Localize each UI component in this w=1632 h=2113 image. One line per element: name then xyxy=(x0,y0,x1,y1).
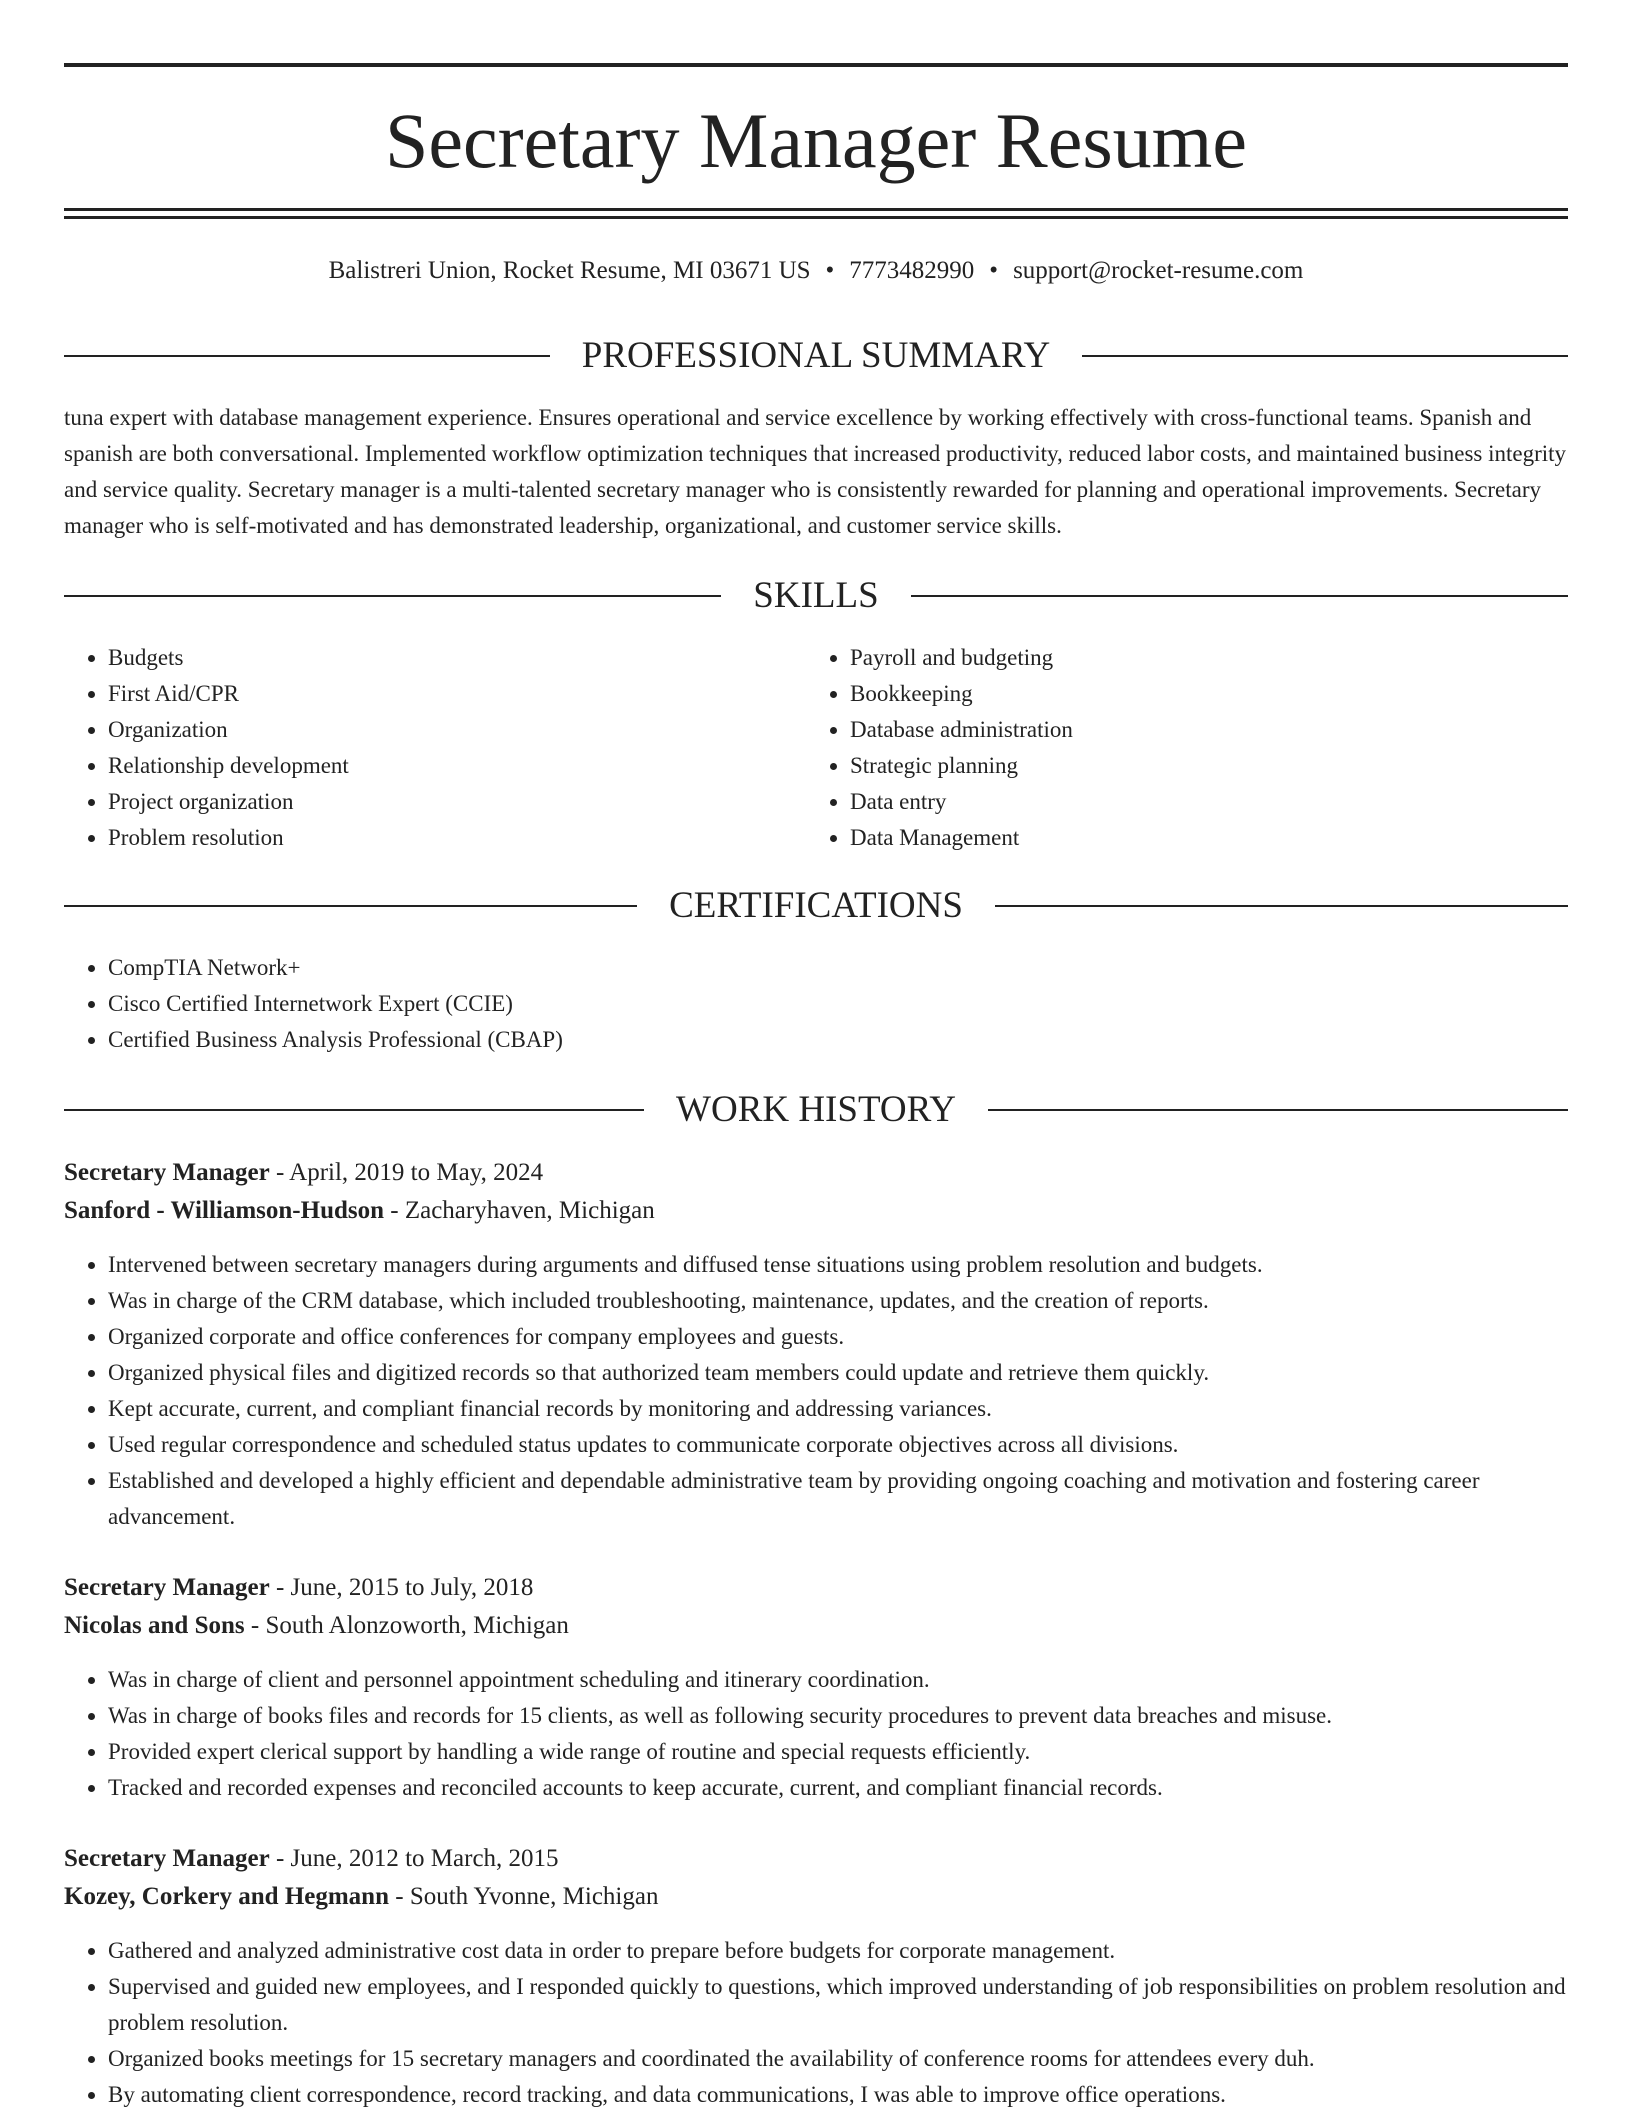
resume-title: Secretary Manager Resume xyxy=(385,97,1247,184)
job-bullet-item: • Was in charge of the CRM database, which included troubleshooting, maintenance, updates, and the creation of reports. xyxy=(108,1283,1568,1319)
job-company: Nicolas and Sons xyxy=(64,1612,245,1639)
section-header-summary xyxy=(64,334,1568,378)
job-bullet-item: • Established and developed a highly efficient and dependable administrative team by providing ongoing coaching and motivation and fostering career advancement. xyxy=(108,1463,1568,1535)
contact-address: Balistreri Union, Rocket Resume, MI 03671 US xyxy=(328,257,811,284)
job-bullet-item: • Was in charge of client and personnel appointment scheduling and itinerary coordination. xyxy=(108,1662,1568,1698)
skills-left-column xyxy=(64,640,764,856)
section-rule-left xyxy=(64,1109,644,1111)
job-bullet-item: • Organized corporate and office conferences for company employees and guests. xyxy=(108,1319,1568,1355)
contact-phone: 7773482990 xyxy=(849,257,975,284)
job-bullet-item: • Intervened between secretary managers during arguments and diffused tense situations using problem resolution and budgets. xyxy=(108,1247,1568,1283)
job-title-line xyxy=(64,1570,1568,1606)
contact-separator: • xyxy=(825,257,835,284)
certification-item: • Cisco Certified Internetwork Expert (CCIE) xyxy=(108,986,1568,1022)
skill-item: • Strategic planning xyxy=(850,748,1506,784)
contact-email: support@rocket-resume.com xyxy=(1013,257,1304,284)
title-bottom-rule-2 xyxy=(64,216,1568,219)
job-company-line xyxy=(64,1608,1568,1644)
title-bottom-rule-1 xyxy=(64,208,1568,211)
job-bullet-item: • Provided expert clerical support by handling a wide range of routine and special requests efficiently. xyxy=(108,1734,1568,1770)
section-header-certifications xyxy=(64,884,1568,928)
skill-item: • Data entry xyxy=(850,784,1506,820)
job-bullet-list xyxy=(64,1662,1568,1806)
section-rule-left xyxy=(64,595,721,597)
certifications-list xyxy=(64,950,1568,1058)
contact-separator: • xyxy=(989,257,999,284)
section-title: PROFESSIONAL SUMMARY xyxy=(581,335,1051,376)
job-title-line xyxy=(64,1155,1568,1191)
section-header-skills xyxy=(64,574,1568,618)
job-title: Secretary Manager xyxy=(64,1845,270,1872)
skill-item: • Relationship development xyxy=(108,748,764,784)
job-location: - South Alonzoworth, Michigan xyxy=(244,1612,569,1639)
section-title: CERTIFICATIONS xyxy=(669,885,963,926)
job-company: Kozey, Corkery and Hegmann xyxy=(64,1883,389,1910)
job-bullets xyxy=(64,1247,1568,1535)
section-rule-right xyxy=(1082,355,1568,357)
job-dates: - June, 2015 to July, 2018 xyxy=(269,1574,534,1601)
section-rule-left xyxy=(64,355,550,357)
section-title: WORK HISTORY xyxy=(676,1089,956,1130)
skill-item: • Problem resolution xyxy=(108,820,764,856)
job-dates: - June, 2012 to March, 2015 xyxy=(269,1845,559,1872)
job-bullet-item: • Supervised and guided new employees, and I responded quickly to questions, which improved understanding of job responsibilities on problem resolution and problem resolution. xyxy=(108,1969,1568,2041)
skill-item: • Bookkeeping xyxy=(850,676,1506,712)
skills-list-left xyxy=(64,640,764,856)
job-bullets xyxy=(64,1933,1568,2113)
section-rule-left xyxy=(64,905,637,907)
job-bullet-list xyxy=(64,1933,1568,2113)
certifications xyxy=(64,950,1568,1058)
skill-item: • Database administration xyxy=(850,712,1506,748)
section-title: SKILLS xyxy=(753,575,879,616)
job-company-line xyxy=(64,1879,1568,1915)
job-bullet-list xyxy=(64,1247,1568,1535)
job-title: Secretary Manager xyxy=(64,1159,270,1186)
job-bullet-item: • Organized books meetings for 15 secretary managers and coordinated the availability of conference rooms for attendees every duh. xyxy=(108,2041,1568,2077)
skill-item: • First Aid/CPR xyxy=(108,676,764,712)
job-company: Sanford - Williamson-Hudson xyxy=(64,1197,385,1224)
job-bullet-item: • Gathered and analyzed administrative cost data in order to prepare before budgets for corporate management. xyxy=(108,1933,1568,1969)
job-company-line xyxy=(64,1193,1568,1229)
skill-item: • Project organization xyxy=(108,784,764,820)
title-top-rule xyxy=(64,63,1568,67)
job-title: Secretary Manager xyxy=(64,1574,270,1601)
job-bullet-item: • Kept accurate, current, and compliant financial records by monitoring and addressing variances. xyxy=(108,1391,1568,1427)
section-header-work xyxy=(64,1088,1568,1132)
skill-item: • Data Management xyxy=(850,820,1506,856)
job-location: - Zacharyhaven, Michigan xyxy=(384,1197,655,1224)
skill-item: • Organization xyxy=(108,712,764,748)
section-rule-right xyxy=(995,905,1568,907)
job-bullet-item: • Used regular correspondence and scheduled status updates to communicate corporate objectives across all divisions. xyxy=(108,1427,1568,1463)
job-bullet-item: • Organized physical files and digitized records so that authorized team members could update and retrieve them quickly. xyxy=(108,1355,1568,1391)
job-bullet-item: • Was in charge of books files and records for 15 clients, as well as following security procedures to prevent data breaches and misuse. xyxy=(108,1698,1568,1734)
certification-item: • CompTIA Network+ xyxy=(108,950,1568,986)
section-rule-right xyxy=(911,595,1568,597)
skill-item: • Payroll and budgeting xyxy=(850,640,1506,676)
skill-item: • Budgets xyxy=(108,640,764,676)
skills-right-column xyxy=(806,640,1506,856)
skills-list-right xyxy=(806,640,1506,856)
job-title-line xyxy=(64,1841,1568,1877)
job-dates: - April, 2019 to May, 2024 xyxy=(269,1159,544,1186)
section-rule-right xyxy=(988,1109,1568,1111)
job-bullet-item: • Tracked and recorded expenses and reconciled accounts to keep accurate, current, and compliant financial records. xyxy=(108,1770,1568,1806)
job-bullet-item: • By automating client correspondence, record tracking, and data communications, I was able to improve office operations. xyxy=(108,2077,1568,2113)
certification-item: • Certified Business Analysis Professional (CBAP) xyxy=(108,1022,1568,1058)
job-location: - South Yvonne, Michigan xyxy=(389,1883,659,1910)
summary-text: tuna expert with database management experience. Ensures operational and service excellence by working effectively with cross-functional teams. Spanish and spanish are both conversational. Implemented workflow optimization techniques that increased productivity, reduced labor costs, and maintained business integrity and service quality. Secretary manager is a multi-talented secretary manager who is consistently rewarded for planning and operational improvements. Secretary manager who is self-motivated and has demonstrated leadership, organizational, and customer service skills. xyxy=(64,405,1567,538)
job-bullets xyxy=(64,1662,1568,1806)
contact-line xyxy=(64,254,1568,288)
